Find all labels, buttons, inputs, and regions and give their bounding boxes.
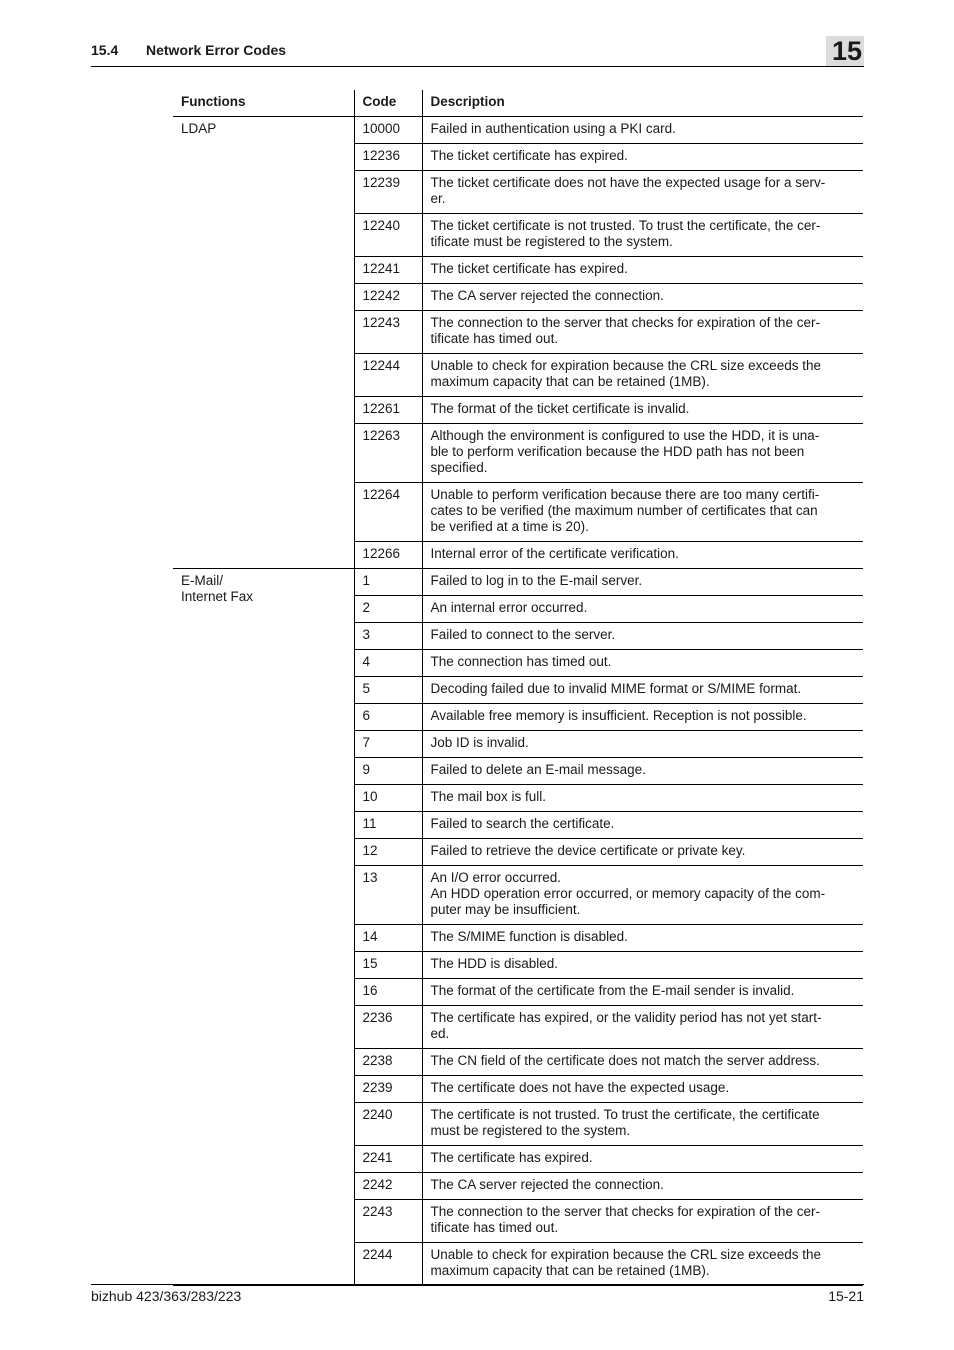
function-name: LDAP xyxy=(181,121,217,136)
error-code-cell: 2243 xyxy=(354,1200,422,1243)
description-line: The connection has timed out. xyxy=(430,654,612,669)
description-cell xyxy=(422,1076,863,1103)
description-line: Failed to delete an E-mail message. xyxy=(430,762,646,777)
description-line: Failed to search the certificate. xyxy=(430,816,615,831)
description-cell xyxy=(422,397,863,424)
error-code-cell: 4 xyxy=(354,650,422,677)
error-code-cell: 12263 xyxy=(354,424,422,483)
error-code-cell: 1 xyxy=(354,569,422,596)
description-line: be verified at a time is 20). xyxy=(430,519,589,534)
error-code-cell: 12240 xyxy=(354,214,422,257)
description-line: er. xyxy=(430,191,446,206)
description-cell xyxy=(422,1049,863,1076)
error-code-cell: 12239 xyxy=(354,171,422,214)
table-row xyxy=(173,117,863,144)
description-line: Failed to connect to the server. xyxy=(430,627,616,642)
description-line: cates to be verified (the maximum number of certificates that can xyxy=(430,503,818,518)
description-line: The format of the certificate from the E-mail sender is invalid. xyxy=(430,983,795,998)
error-code-cell: 14 xyxy=(354,925,422,952)
description-cell xyxy=(422,839,863,866)
function-name: E-Mail/ xyxy=(181,573,224,588)
description-cell xyxy=(422,542,863,569)
description-line: Unable to check for expiration because the CRL size exceeds the xyxy=(430,358,821,373)
error-code-cell: 2240 xyxy=(354,1103,422,1146)
description-line: Decoding failed due to invalid MIME format or S/MIME format. xyxy=(430,681,802,696)
description-line: Failed in authentication using a PKI card. xyxy=(430,121,676,136)
description-cell xyxy=(422,214,863,257)
table-header-row xyxy=(173,90,863,117)
error-code-cell: 2241 xyxy=(354,1146,422,1173)
error-code-cell: 12 xyxy=(354,839,422,866)
description-line: The certificate has expired, or the validity period has not yet start- xyxy=(430,1010,822,1025)
footer-model: bizhub 423/363/283/223 xyxy=(91,1288,242,1304)
description-cell xyxy=(422,144,863,171)
description-cell xyxy=(422,623,863,650)
description-line: The certificate is not trusted. To trust the certificate, the certificate xyxy=(430,1107,820,1122)
description-cell xyxy=(422,677,863,704)
function-cell xyxy=(173,569,354,1286)
error-code-cell: 15 xyxy=(354,952,422,979)
description-line: The ticket certificate is not trusted. To trust the certificate, the cer- xyxy=(430,218,821,233)
description-line: ble to perform verification because the HDD path has not been xyxy=(430,444,805,459)
description-cell xyxy=(422,704,863,731)
error-code-cell: 3 xyxy=(354,623,422,650)
error-code-cell: 2236 xyxy=(354,1006,422,1049)
description-line: Failed to retrieve the device certificate or private key. xyxy=(430,843,746,858)
function-cell xyxy=(173,117,354,569)
description-cell xyxy=(422,979,863,1006)
description-line: tificate has timed out. xyxy=(430,1220,559,1235)
description-cell xyxy=(422,731,863,758)
description-line: The certificate does not have the expected usage. xyxy=(430,1080,730,1095)
network-error-codes-table xyxy=(173,90,863,1286)
description-cell xyxy=(422,650,863,677)
error-code-cell: 2244 xyxy=(354,1243,422,1286)
description-line: Job ID is invalid. xyxy=(430,735,529,750)
description-line: maximum capacity that can be retained (1MB). xyxy=(430,1263,710,1278)
description-line: The CA server rejected the connection. xyxy=(430,1177,664,1192)
description-cell xyxy=(422,1173,863,1200)
description-line: must be registered to the system. xyxy=(430,1123,631,1138)
description-cell xyxy=(422,596,863,623)
description-cell xyxy=(422,354,863,397)
description-line: The format of the ticket certificate is invalid. xyxy=(430,401,690,416)
description-cell xyxy=(422,117,863,144)
description-cell xyxy=(422,257,863,284)
error-code-cell: 13 xyxy=(354,866,422,925)
description-line: The connection to the server that checks for expiration of the cer- xyxy=(430,1204,820,1219)
error-code-cell: 12244 xyxy=(354,354,422,397)
description-line: The ticket certificate has expired. xyxy=(430,148,628,163)
error-code-cell: 16 xyxy=(354,979,422,1006)
error-code-cell: 5 xyxy=(354,677,422,704)
description-line: Internal error of the certificate verification. xyxy=(430,546,679,561)
error-code-cell: 12266 xyxy=(354,542,422,569)
chapter-number: 15 xyxy=(826,36,864,66)
description-line: Although the environment is configured to use the HDD, it is una- xyxy=(430,428,820,443)
page-header xyxy=(91,38,864,67)
error-code-cell: 10 xyxy=(354,785,422,812)
description-line: The S/MIME function is disabled. xyxy=(430,929,628,944)
description-cell xyxy=(422,1103,863,1146)
error-code-cell: 2239 xyxy=(354,1076,422,1103)
error-code-cell: 12236 xyxy=(354,144,422,171)
description-line: The CN field of the certificate does not match the server address. xyxy=(430,1053,820,1068)
error-code-cell: 12261 xyxy=(354,397,422,424)
description-line: The connection to the server that checks for expiration of the cer- xyxy=(430,315,820,330)
description-cell xyxy=(422,1006,863,1049)
description-cell xyxy=(422,569,863,596)
error-code-cell: 2242 xyxy=(354,1173,422,1200)
description-line: The CA server rejected the connection. xyxy=(430,288,664,303)
column-header-functions: Functions xyxy=(173,90,354,117)
table-row xyxy=(173,569,863,596)
description-line: Unable to perform verification because there are too many certifi- xyxy=(430,487,820,502)
description-cell xyxy=(422,785,863,812)
description-line: The ticket certificate has expired. xyxy=(430,261,628,276)
description-line: puter may be insufficient. xyxy=(430,902,581,917)
description-line: ed. xyxy=(430,1026,450,1041)
description-line: specified. xyxy=(430,460,488,475)
description-line: tificate must be registered to the system. xyxy=(430,234,673,249)
description-cell xyxy=(422,812,863,839)
description-line: Failed to log in to the E-mail server. xyxy=(430,573,643,588)
description-line: Available free memory is insufficient. Reception is not possible. xyxy=(430,708,807,723)
section-number: 15.4 xyxy=(91,42,119,58)
footer-page-number: 15-21 xyxy=(828,1288,864,1304)
description-cell xyxy=(422,925,863,952)
description-cell xyxy=(422,1146,863,1173)
error-code-cell: 12241 xyxy=(354,257,422,284)
column-header-code: Code xyxy=(354,90,422,117)
table-body xyxy=(173,117,863,1286)
description-line: Unable to check for expiration because the CRL size exceeds the xyxy=(430,1247,821,1262)
error-code-cell: 9 xyxy=(354,758,422,785)
description-line: The certificate has expired. xyxy=(430,1150,593,1165)
description-cell xyxy=(422,311,863,354)
error-code-cell: 11 xyxy=(354,812,422,839)
description-line: The HDD is disabled. xyxy=(430,956,559,971)
description-line: tificate has timed out. xyxy=(430,331,559,346)
error-code-cell: 12243 xyxy=(354,311,422,354)
description-line: An HDD operation error occurred, or memory capacity of the com- xyxy=(430,886,826,901)
function-name: Internet Fax xyxy=(181,589,254,604)
description-cell xyxy=(422,866,863,925)
error-code-cell: 10000 xyxy=(354,117,422,144)
description-cell xyxy=(422,952,863,979)
column-header-description: Description xyxy=(422,90,863,117)
description-line: An internal error occurred. xyxy=(430,600,588,615)
error-code-cell: 2 xyxy=(354,596,422,623)
description-line: maximum capacity that can be retained (1MB). xyxy=(430,374,710,389)
section-title: Network Error Codes xyxy=(146,42,287,58)
description-line: The mail box is full. xyxy=(430,789,547,804)
error-code-cell: 12242 xyxy=(354,284,422,311)
description-line: An I/O error occurred. xyxy=(430,870,562,885)
description-cell xyxy=(422,758,863,785)
description-cell xyxy=(422,284,863,311)
error-code-cell: 12264 xyxy=(354,483,422,542)
description-cell xyxy=(422,1200,863,1243)
error-code-cell: 2238 xyxy=(354,1049,422,1076)
description-cell xyxy=(422,171,863,214)
description-cell xyxy=(422,424,863,483)
description-line: The ticket certificate does not have the expected usage for a serv- xyxy=(430,175,826,190)
page-footer xyxy=(91,1284,864,1315)
error-code-cell: 7 xyxy=(354,731,422,758)
description-cell xyxy=(422,1243,863,1286)
error-code-cell: 6 xyxy=(354,704,422,731)
description-cell xyxy=(422,483,863,542)
